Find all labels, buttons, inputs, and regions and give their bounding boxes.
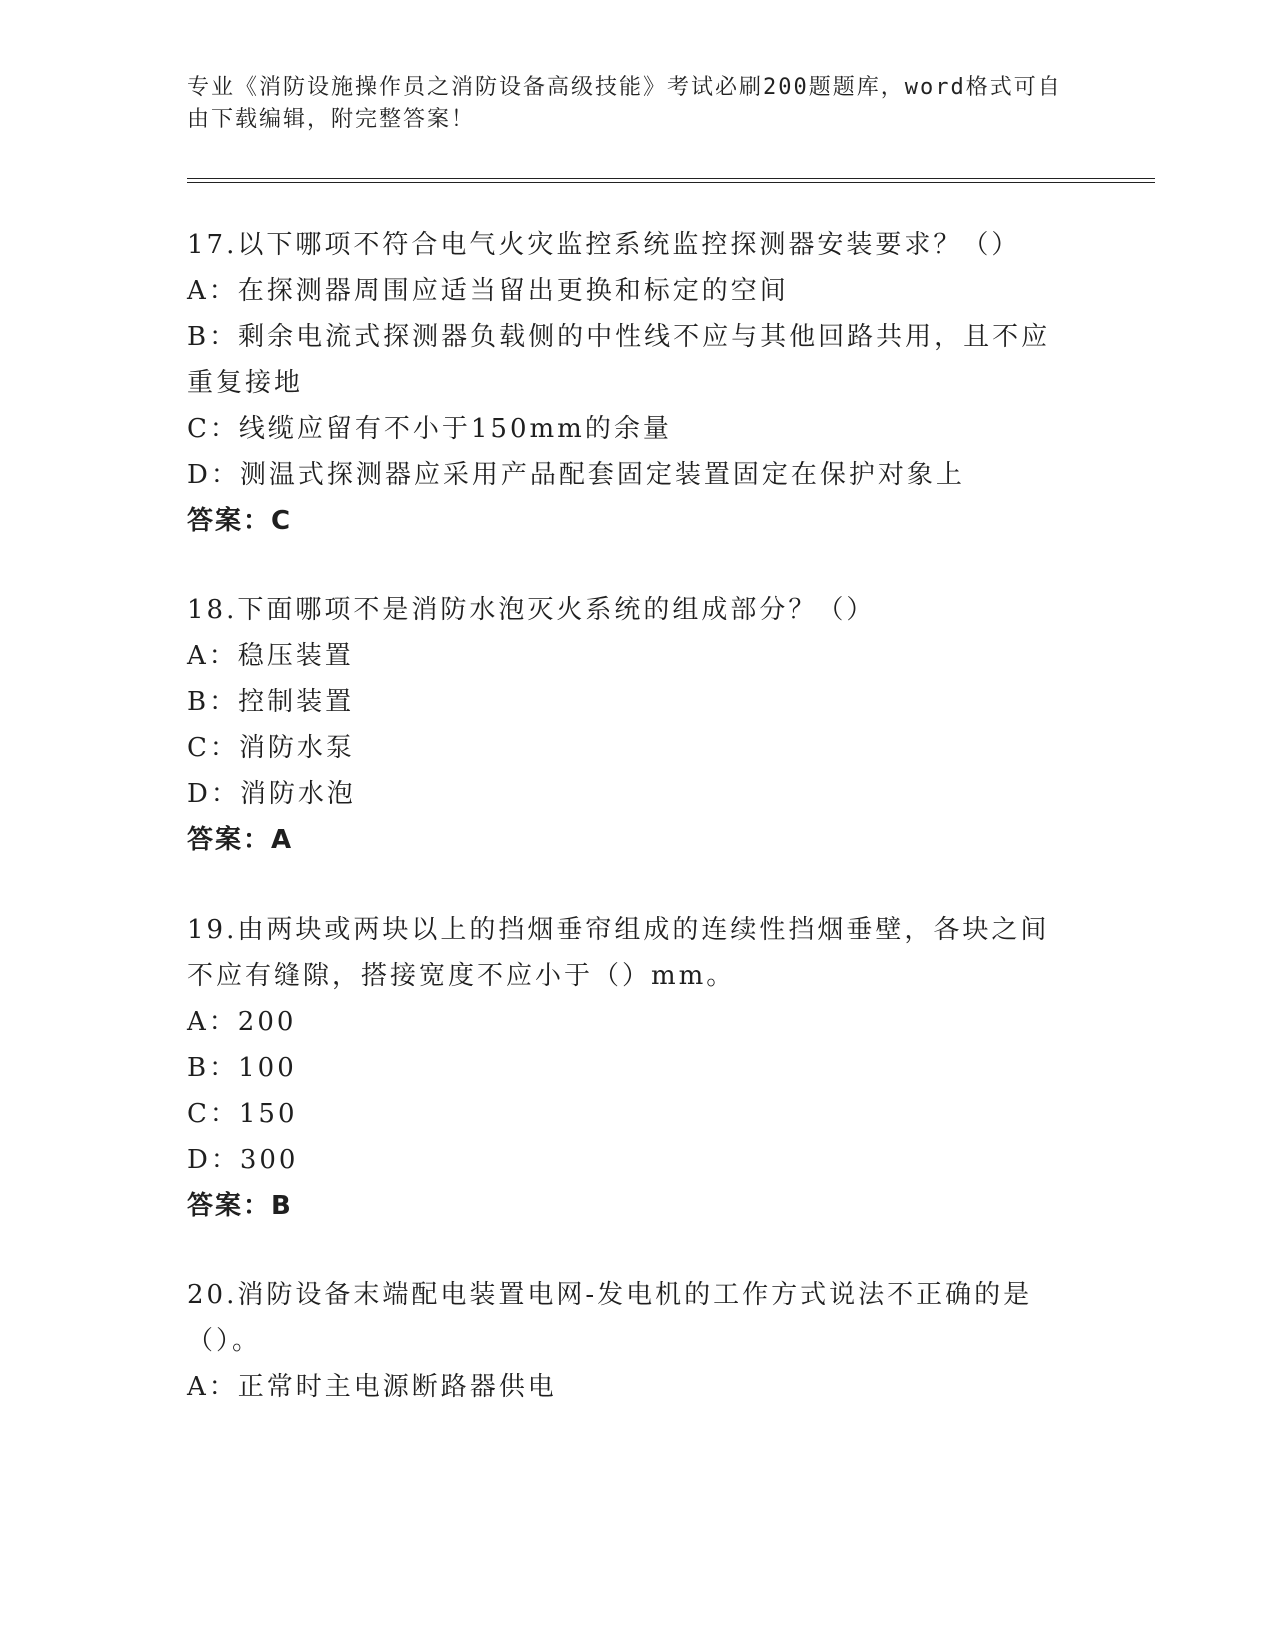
option-c: C：消防水泵: [187, 733, 355, 763]
answer-value: C: [271, 506, 293, 536]
option-d: D：300: [187, 1145, 299, 1175]
question-stem: 17.以下哪项不符合电气火灾监控系统监控探测器安装要求？（）: [187, 230, 1021, 260]
option-b: B：控制装置: [187, 687, 355, 717]
answer-label: 答案：: [187, 825, 272, 855]
option-d: D：测温式探测器应采用产品配套固定装置固定在保护对象上: [187, 460, 965, 490]
option-b: B：100: [187, 1053, 297, 1083]
question-19: [187, 907, 1077, 1229]
answer-line: [187, 1183, 1077, 1229]
answer-label: 答案：: [187, 506, 272, 536]
option-c: C：线缆应留有不小于150mm的余量: [187, 414, 672, 444]
option-d: D：消防水泡: [187, 779, 356, 809]
question-18: [187, 587, 1077, 863]
option-a: A：200: [187, 1007, 297, 1037]
question-17: [187, 222, 1077, 544]
option-a: A：稳压装置: [187, 641, 354, 671]
question-stem: 20.消防设备末端配电装置电网-发电机的工作方式说法不正确的是（）。: [187, 1280, 1033, 1356]
option-a: A：在探测器周围应适当留出更换和标定的空间: [187, 276, 789, 306]
option-c: C：150: [187, 1099, 298, 1129]
option-b: B：剩余电流式探测器负载侧的中性线不应与其他回路共用，且不应重复接地: [187, 322, 1051, 398]
answer-label: 答案：: [187, 1191, 272, 1221]
answer-value: A: [271, 825, 294, 855]
answer-line: [187, 498, 1077, 544]
question-stem: 19.由两块或两块以上的挡烟垂帘组成的连续性挡烟垂壁，各块之间不应有缝隙，搭接宽度不应小于（）mm。: [187, 915, 1050, 991]
option-a: A：正常时主电源断路器供电: [187, 1372, 557, 1402]
question-20: [187, 1272, 1077, 1410]
document-header: 专业《消防设施操作员之消防设备高级技能》考试必刷200题题库，word格式可自由下载编辑，附完整答案！: [187, 75, 1062, 132]
answer-line: [187, 817, 1077, 863]
question-stem: 18.下面哪项不是消防水泡灭火系统的组成部分？（）: [187, 595, 876, 625]
header-divider: [187, 178, 1155, 183]
answer-value: B: [271, 1191, 293, 1221]
